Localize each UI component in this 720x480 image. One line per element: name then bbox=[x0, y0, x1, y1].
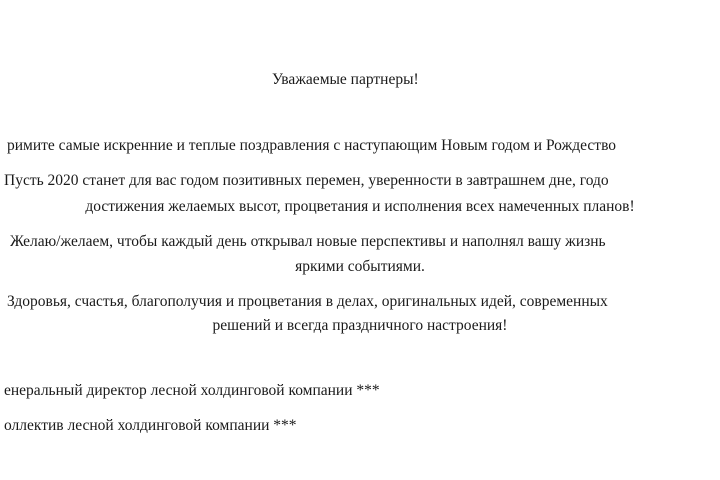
paragraph-4-line-2: решений и всегда праздничного настроения! bbox=[212, 317, 508, 334]
salutation: Уважаемые партнеры! bbox=[272, 71, 419, 88]
signature-collective: оллектив лесной холдинговой компании *** bbox=[4, 417, 297, 434]
paragraph-1-line-1: римите самые искренние и теплые поздравления с наступающим Новым годом и Рождество bbox=[7, 137, 617, 154]
paragraph-4-line-1: Здоровья, счастья, благополучия и процветания в делах, оригинальных идей, современных bbox=[7, 293, 608, 310]
paragraph-2-line-2: достижения желаемых высот, процветания и исполнения всех намеченных планов! bbox=[85, 198, 635, 215]
signature-director: енеральный директор лесной холдинговой компании *** bbox=[4, 382, 380, 399]
paragraph-2-line-1: Пусть 2020 станет для вас годом позитивных перемен, уверенности в завтрашнем дне, годо bbox=[4, 172, 609, 189]
paragraph-3-line-2: яркими событиями. bbox=[295, 258, 425, 275]
paragraph-3-line-1: Желаю/желаем, чтобы каждый день открывал новые перспективы и наполнял вашу жизнь bbox=[10, 233, 606, 250]
